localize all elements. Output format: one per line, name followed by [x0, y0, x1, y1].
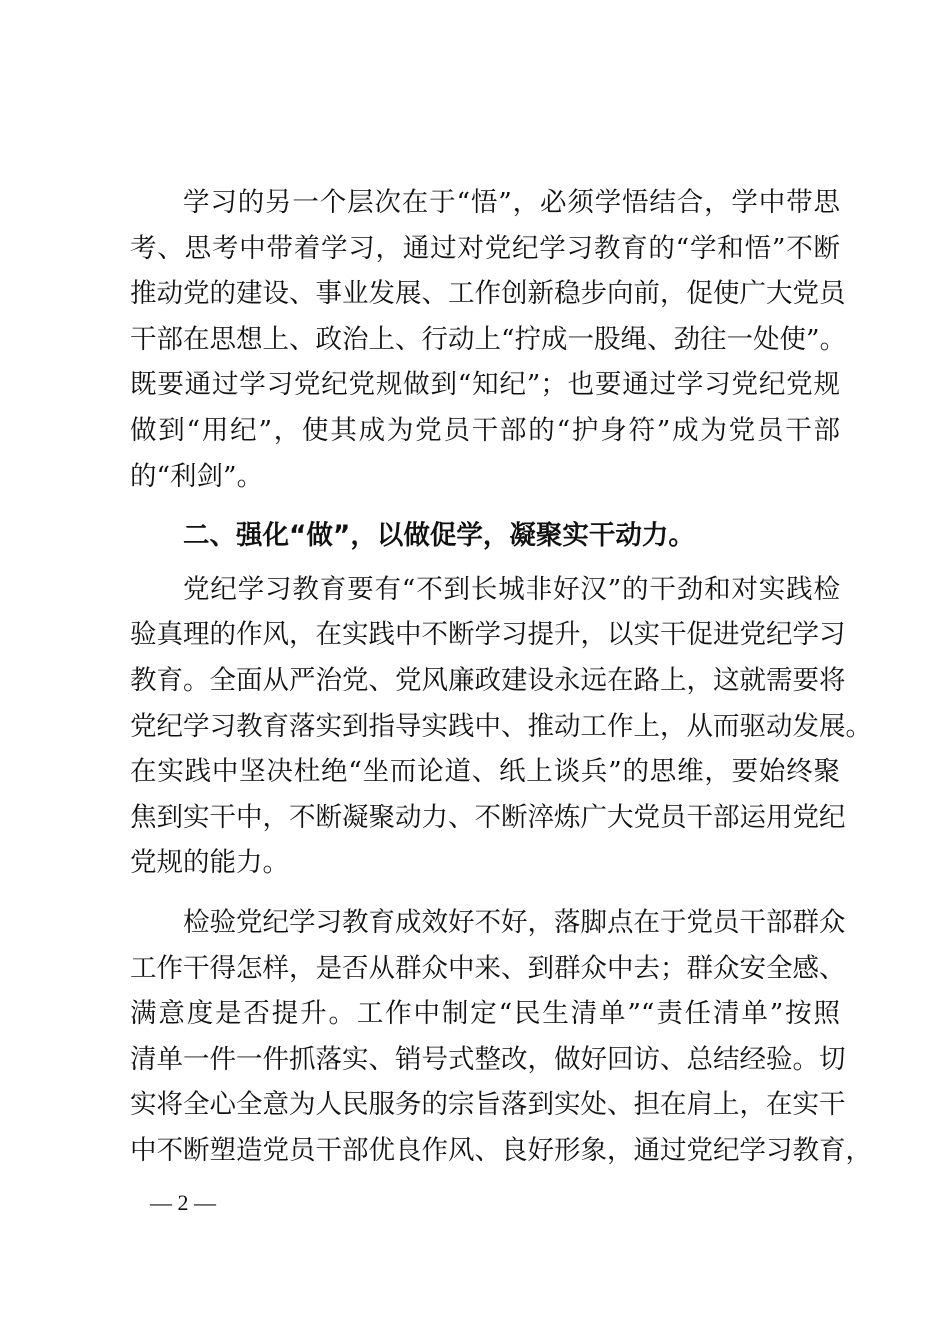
- paragraph-line: 在实践中坚决杜绝“坐而论道、纸上谈兵”的思维，要始终聚: [130, 756, 840, 788]
- paragraph-line: 清单一件一件抓落实、销号式整改，做好回访、总结经验。切: [130, 1043, 846, 1075]
- paragraph-line: 检验党纪学习教育成效好不好，落脚点在于党员干部群众: [183, 906, 846, 938]
- paragraph-line: 推动党的建设、事业发展、工作创新稳步向前，促使广大党员: [130, 278, 846, 310]
- paragraph-line: 学习的另一个层次在于“悟”，必须学悟结合，学中带思: [183, 187, 840, 218]
- paragraph-line: 验真理的作风，在实践中不断学习提升，以实干促进党纪学习: [130, 619, 846, 651]
- paragraph-line: 实将全心全意为人民服务的宗旨落到实处、担在肩上，在实干: [130, 1089, 846, 1121]
- paragraph-line: 党纪学习教育要有“不到长城非好汉”的干劲和对实践检: [183, 573, 840, 605]
- spacer: [130, 499, 840, 513]
- paragraph-line: 满意度是否提升。工作中制定“民生清单”“责任清单”按照: [130, 998, 840, 1030]
- paragraph-line: 中不断塑造党员干部优良作风、良好形象，通过党纪学习教育，: [130, 1134, 872, 1166]
- page-number: — 2 —: [150, 1190, 216, 1215]
- paragraph-line: 焦到实干中，不断凝聚动力、不断淬炼广大党员干部运用党纪: [130, 801, 846, 833]
- section-heading: 二、强化“做”，以做促学，凝聚实干动力。: [183, 520, 695, 552]
- paragraph-line: 干部在思想上、政治上、行动上“拧成一股绳、劲往一处使”。: [130, 323, 847, 355]
- paragraph-2: [130, 567, 872, 886]
- paragraph-line: 党纪学习教育落实到指导实践中、推动工作上，从而驱动发展。: [130, 710, 872, 742]
- spacer: [130, 886, 840, 900]
- paragraph-line: 考、思考中带着学习，通过对党纪学习教育的“学和悟”不断: [130, 232, 840, 264]
- spacer: [130, 559, 840, 567]
- paragraph-line: 既要通过学习党纪党规做到“知纪”；也要通过学习党纪党规: [130, 369, 840, 401]
- paragraph-line: 教育。全面从严治党、党风廉政建设永远在路上，这就需要将: [130, 664, 846, 696]
- document-body: [130, 180, 872, 1173]
- paragraph-1: [130, 180, 847, 499]
- paragraph-line: 工作干得怎样，是否从群众中来、到群众中去；群众安全感、: [130, 952, 846, 984]
- paragraph-3: [130, 900, 872, 1174]
- paragraph-line: 做到“用纪”，使其成为党员干部的“护身符”成为党员干部: [130, 414, 840, 446]
- paragraph-line: 党规的能力。: [130, 847, 289, 879]
- paragraph-line: 的“利剑”。: [130, 460, 264, 492]
